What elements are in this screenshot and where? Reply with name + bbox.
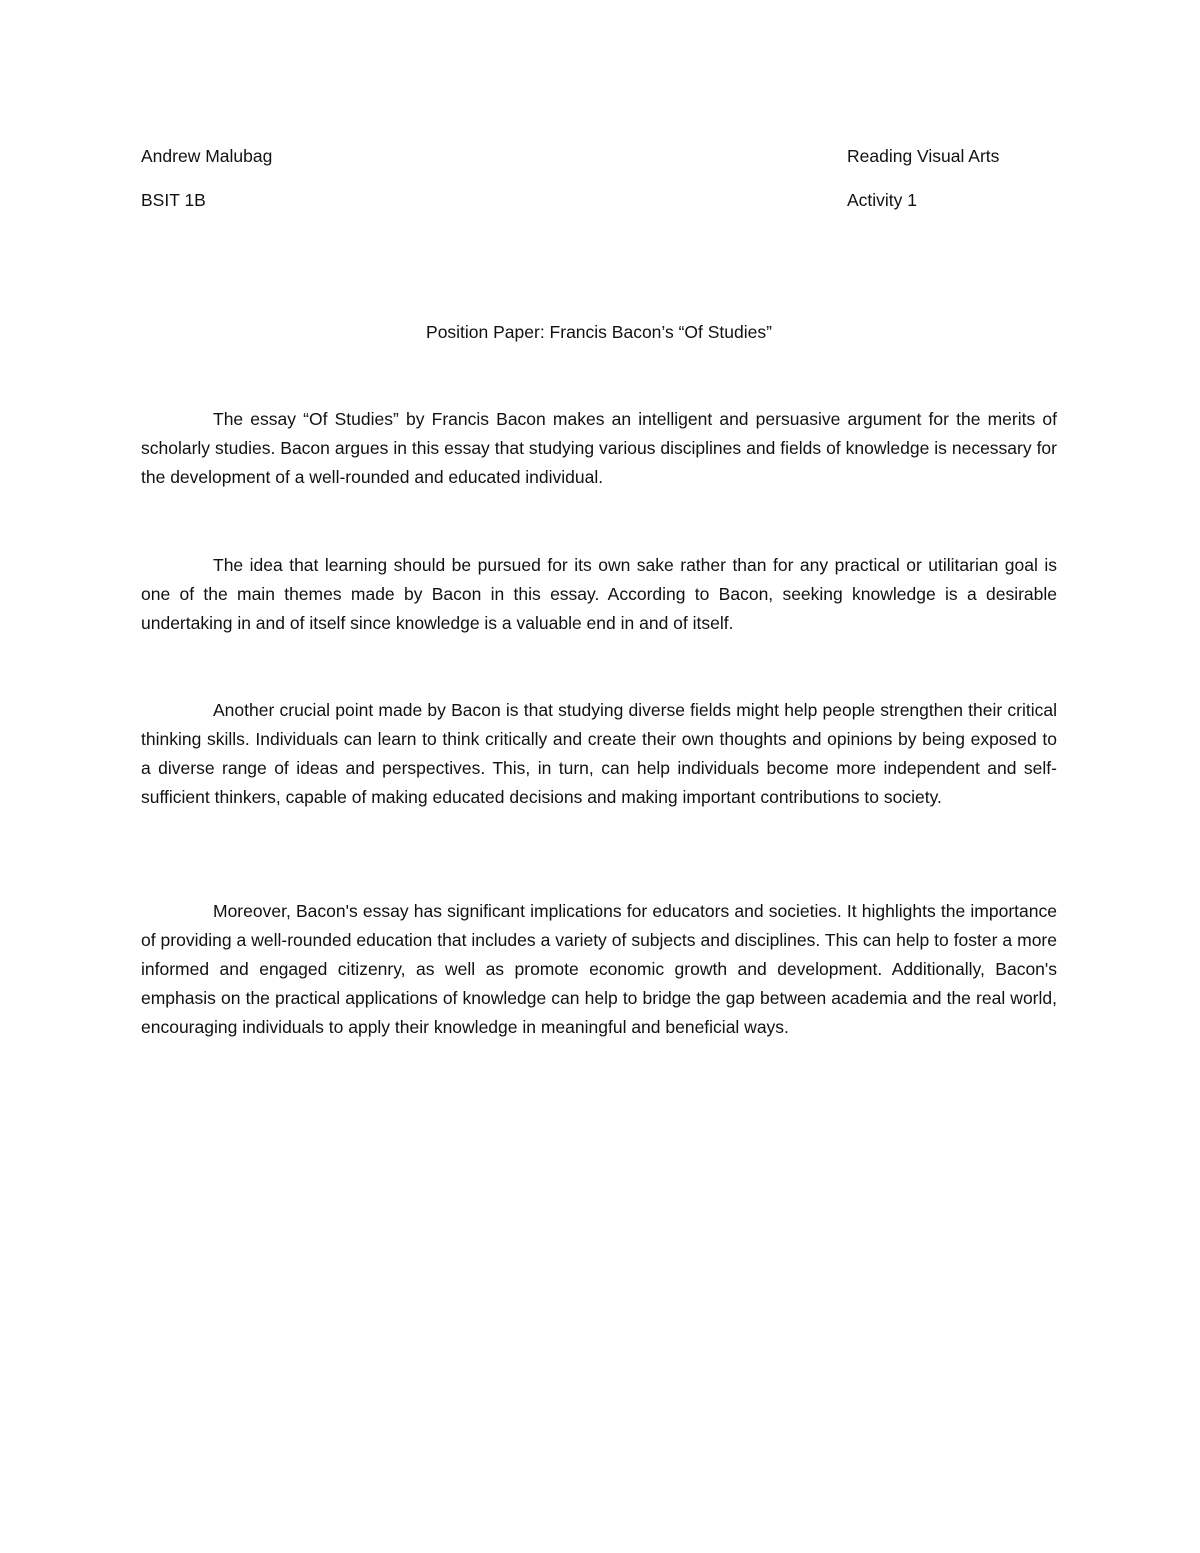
author-name: Andrew Malubag (141, 146, 273, 166)
paragraph-1: The essay “Of Studies” by Francis Bacon makes an intelligent and persuasive argument for the merits of scholarly studies. Bacon argues in this essay that studying various disciplines and fields of knowledge is necessary for the development of a well-rounded and educated individual. (141, 409, 1057, 487)
activity-label: Activity 1 (847, 190, 918, 210)
paragraph-3: Another crucial point made by Bacon is that studying diverse fields might help people strengthen their critical thinking skills. Individuals can learn to think critically and create their own thoughts and opinions by being exposed to a diverse range of ideas and perspectives. This, in turn, can help individuals become more independent and self-sufficient thinkers, capable of making educated decisions and making important contributions to society. (141, 700, 1057, 807)
section-name: BSIT 1B (141, 190, 206, 210)
document-title: Position Paper: Francis Bacon’s “Of Studies” (426, 322, 772, 342)
paragraph-4: Moreover, Bacon's essay has significant implications for educators and societies. It highlights the importance of providing a well-rounded education that includes a variety of subjects and disciplines. This can help to foster a more informed and engaged citizenry, as well as promote economic growth and development. Additionally, Bacon's emphasis on the practical applications of knowledge can help to bridge the gap between academia and the real world, encouraging individuals to apply their knowledge in meaningful and beneficial ways. (141, 901, 1057, 1037)
paragraph-2: The idea that learning should be pursued for its own sake rather than for any practical or utilitarian goal is one of the main themes made by Bacon in this essay. According to Bacon, seeking knowledge is a desirable undertaking in and of itself since knowledge is a valuable end in and of itself. (141, 555, 1057, 633)
course-name: Reading Visual Arts (847, 146, 1000, 166)
